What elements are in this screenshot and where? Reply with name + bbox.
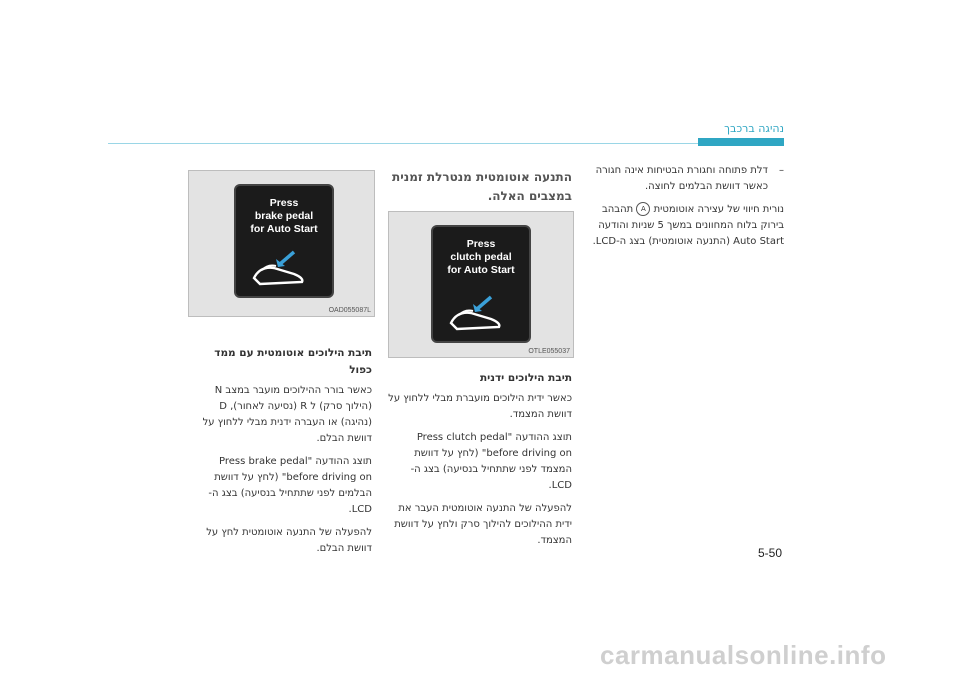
brake-msg-line3: for Auto Start — [250, 223, 318, 235]
brake-msg-line2: brake pedal — [254, 210, 314, 222]
header-rule — [108, 143, 698, 144]
auto-paragraph-3: להפעלה של התנעה אוטומטית לחץ על דוושת הבלם. — [206, 527, 372, 554]
indicator-text-start: נורית חיווי של עצירה אוטומטית — [653, 204, 784, 215]
right-column — [590, 163, 784, 250]
watermark: carmanualsonline.info — [600, 640, 887, 670]
pedal-foot-icon — [250, 248, 314, 288]
auto-stop-indicator-icon: A — [636, 202, 650, 216]
indicator-paragraph — [590, 202, 784, 250]
middle-column — [388, 168, 572, 214]
bullet-dash: – — [779, 165, 784, 176]
left-column — [188, 345, 372, 557]
clutch-pedal-figure — [388, 211, 574, 358]
brake-message — [236, 197, 332, 236]
bullet-item — [590, 163, 784, 195]
manual-paragraph-1: כאשר ידית הילוכים מועברת מבלי ללחוץ על דוושת המצמד. — [388, 393, 572, 420]
clutch-msg-line2: clutch pedal — [450, 251, 512, 263]
manual-paragraph-2: תוצג ההודעה "Press clutch pedal before driving on" (לחץ על דוושת המצמד לפני שתתחיל בנסיעה) בצג ה-LCD. — [410, 432, 572, 491]
clutch-message — [433, 238, 529, 277]
section-heading: התנעה אוטומטית מנטרלת זמנית במצבים האלה. — [392, 170, 572, 203]
figure-code: OAD055087L — [328, 307, 371, 314]
clutch-display-screen — [431, 225, 531, 343]
manual-heading: תיבת הילוכים ידנית — [479, 372, 572, 384]
manual-transmission-section — [388, 370, 572, 549]
indicator-text-end: תהבהב בירוק בלוח המחוונים במשך 5 שניות והודעה Auto Start (התנעה אוטומטית) בצג ה-LCD. — [592, 204, 784, 247]
clutch-msg-line1: Press — [466, 238, 496, 250]
figure-code: OTLE055037 — [528, 348, 570, 355]
pedal-foot-icon — [447, 293, 511, 333]
brake-pedal-figure — [188, 170, 375, 317]
header-accent-bar — [698, 138, 784, 146]
auto-transmission-heading: תיבת הילוכים אוטומטית עם ממד כפול — [214, 347, 372, 376]
auto-paragraph-1: כאשר בורר ההילוכים מועבר במצב N (הילוך סרק) ל R (נסיעה לאחור), D (נהיגה) או העברה ידנית מבלי ללחוץ על דוושת הבלם. — [202, 385, 372, 444]
auto-paragraph-2: תוצג ההודעה "Press brake pedal before driving on" (לחץ על דוושת הבלמים לפני שתתחיל בנסיעה) בצג ה-LCD. — [208, 456, 372, 515]
section-title: נהיגה ברכבך — [724, 122, 784, 135]
clutch-msg-line3: for Auto Start — [447, 264, 515, 276]
brake-msg-line1: Press — [269, 197, 299, 209]
manual-paragraph-3: להפעלה של התנעה אוטומטית העבר את ידית ההילוכים להילוך סרק ולחץ על דוושת המצמד. — [394, 503, 572, 546]
brake-display-screen — [234, 184, 334, 298]
bullet-text: דלת פתוחה וחגורת הבטיחות אינה חגורה כאשר דוושת הבלמים לחוצה. — [595, 165, 768, 192]
page-number: 5-50 — [758, 546, 783, 560]
